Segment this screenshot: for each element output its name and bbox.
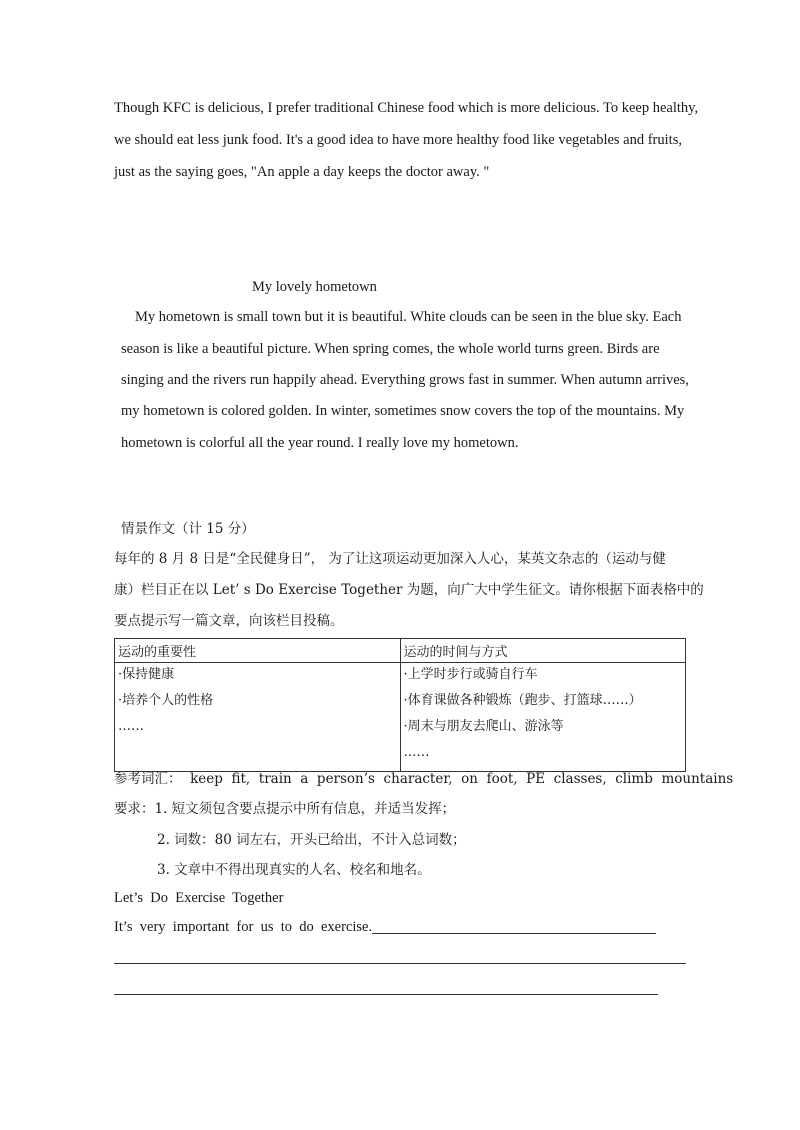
points-table [114,638,686,772]
task-intro-line: 每年的 8 月 8 日是“全民健身日”， 为了让这项运动更加深入人心，某英文杂志的（运动与健 [114,551,666,567]
essay-opening-sentence: It’s very important for us to do exercise. [114,919,373,935]
essay-title: My lovely hometown [252,279,377,295]
list-item: ·上学时步行或骑自行车 [403,667,538,682]
writing-blank[interactable] [114,994,658,995]
table-header: 运动的重要性 [115,639,401,663]
list-item: …… [403,745,430,760]
paragraph-line: season is like a beautiful picture. When spring comes, the whole world turns green. Birds are [121,341,660,357]
task-intro-line: 要点提示写一篇文章，向该栏目投稿。 [114,613,344,629]
writing-blank[interactable] [114,963,686,964]
table-cell-importance [115,663,401,772]
table-cell-ways [400,663,686,772]
paragraph-line: my hometown is colored golden. In winter, sometimes snow covers the top of the mountains. My [121,403,685,419]
writing-blank[interactable] [372,933,656,934]
essay-heading: Let’s Do Exercise Together [114,890,284,906]
list-item: ·体育课做各种锻炼（跑步、打篮球……） [403,693,642,708]
task-heading: 情景作文（计 15 分） [121,521,255,537]
paragraph-line: My hometown is small town but it is beautiful. White clouds can be seen in the blue sky. Each [135,309,682,325]
requirement-item: 要求：1. 短文须包含要点提示中所有信息，并适当发挥； [114,801,456,817]
requirement-item: 3. 文章中不得出现真实的人名、校名和地名。 [157,862,431,878]
list-item: ·培养个人的性格 [118,693,214,708]
list-item: ·保持健康 [118,667,175,682]
paragraph-line: we should eat less junk food. It's a good idea to have more healthy food like vegetables and fruits, [114,132,682,148]
paragraph-line: singing and the rivers run happily ahead. Everything grows fast in summer. When autumn arrives, [121,372,689,388]
task-intro-line: 康）栏目正在以 Let’ s Do Exercise Together 为题，向广大中学生征文。请你根据下面表格中的 [114,582,704,598]
list-item: …… [118,719,144,734]
list-item: ·周末与朋友去爬山、游泳等 [403,719,564,734]
paragraph-line: Though KFC is delicious, I prefer traditional Chinese food which is more delicious. To keep healthy, [114,100,699,116]
requirement-item: 2. 词数：80 词左右，开头已给出，不计入总词数； [157,832,466,848]
table-header: 运动的时间与方式 [400,639,686,663]
paragraph-line: just as the saying goes, "An apple a day keeps the doctor away. " [114,164,490,180]
paragraph-line: hometown is colorful all the year round. I really love my hometown. [121,435,519,451]
vocabulary-hint: 参考词汇： keep fit, train a person’s character, on foot, PE classes, climb mountains [114,771,734,787]
